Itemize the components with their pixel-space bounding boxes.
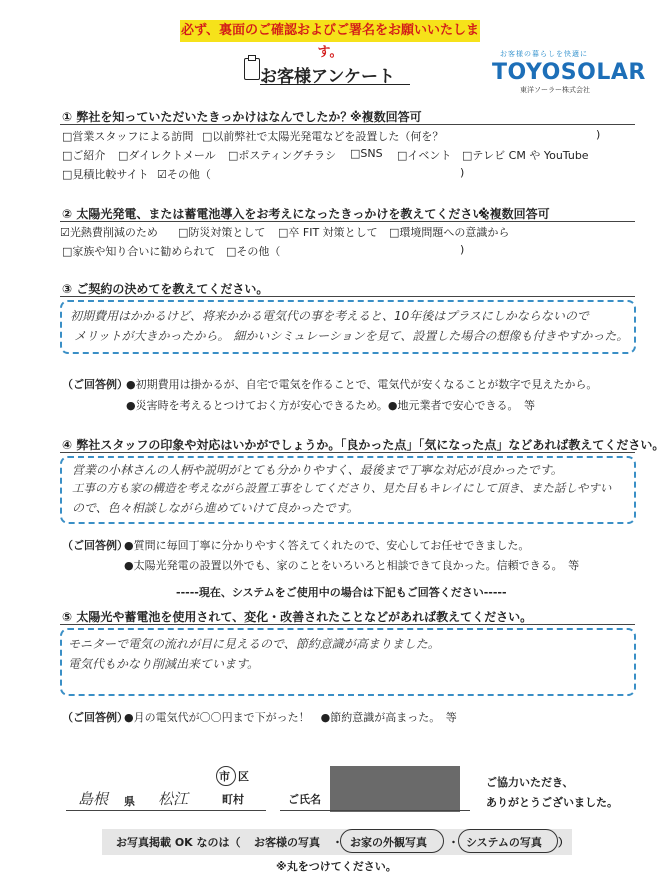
q4-answer-line: 工事の方も家の構造を考えながら設置工事をしてくださり、見た目もキレイにして頂き、また話しやすい [72,481,612,495]
q1-option-flyer[interactable]: □ポスティングチラシ [228,149,337,162]
town-label: 町村 [222,793,244,806]
q1-note: ※複数回答可 [350,110,422,124]
page-title: お客様アンケート [260,67,395,87]
city-value: 松江 [158,790,189,808]
q1-option-event[interactable]: □イベント [397,149,452,162]
q1-option-sns[interactable]: □SNS [350,147,383,160]
q5-answer-line: 電気代もかなり削減出来ています。 [68,657,260,671]
q2-question: ② 太陽光発電、または蓄電池導入をお考えになったきっかけを教えてください。 [62,207,497,221]
ku-label: 区 [238,770,249,783]
photo-option-customer[interactable]: お客様の写真 [254,836,320,849]
name-underline [280,810,470,811]
divider-line [60,624,635,625]
q1-option-tv[interactable]: □テレビ CM や YouTube [462,149,589,162]
prefecture-value: 島根 [78,790,109,808]
q2-row2-close: ) [460,243,465,256]
q1-option-referral[interactable]: □ご紹介 [62,149,106,162]
q4-answer-line: ので、色々相談しながら進めていけて良かったです。 [72,501,359,515]
photo-sep: ・ [332,836,343,849]
q3-answer-line: メリットが大きかったから。 細かいシミュレーションを見て、設置した場合の想像も付きやすかった。 [74,329,629,343]
logo-tagline: お客様の暮らしを快適に [500,50,588,58]
thanks-line: ご協力いただき、 [486,776,574,789]
q4-example: ●太陽光発電の設置以外でも、家のことをいろいろと相談できて良かった。信頼できる。 等 [124,559,580,572]
q3-answer-line: 初期費用はかかるけど、将来かかる電気代の事を考えると、10年後はプラスにしかならないので [70,309,589,323]
q1-row1-close: ) [596,128,601,141]
q5-example: ●月の電気代が〇〇円まで下がった！ ●節約意識が高まった。 等 [124,711,457,724]
address-underline [66,810,266,811]
q1-question: ① 弊社を知っていただいたきっかけはなんでしたか？ [62,110,353,124]
q5-question: ⑤ 太陽光や蓄電池を使用されて、変化・改善されたことなどがあれば教えてください。 [62,610,533,624]
q5-answer-line: モニターで電気の流れが目に見えるので、節約意識が高まりました。 [68,637,440,651]
title-underline [260,84,410,85]
q1-option-other[interactable]: ☑その他（ [157,168,211,181]
photo-sep: ・ [448,836,459,849]
q1-option-dm[interactable]: □ダイレクトメール [118,149,216,162]
redacted-name [330,766,460,812]
name-label: ご氏名 [288,793,321,806]
clipboard-icon [244,58,260,80]
q3-example: ●災害時を考えるとつけておく方が安心できるため。●地元業者で安心できる。 等 [126,399,536,412]
q4-answer-line: 営業の小林さんの人柄や説明がとても分かりやすく、最後まで丁寧な対応が良かったです。 [72,463,563,477]
q2-option-environment[interactable]: □環境問題への意識から [389,226,510,239]
q5-example-label: （ご回答例） [62,711,128,724]
prefecture-label: 県 [124,795,135,808]
divider-line [60,296,635,297]
notice-banner: 必ず、裏面のご確認およびご署名をお願いいたします。 [180,20,480,42]
divider-line [60,452,635,453]
thanks-line: ありがとうございました。 [486,796,618,809]
photo-consent-suffix: ） [558,836,569,849]
photo-option-system[interactable]: システムの写真 [466,836,542,849]
divider-line [60,221,635,222]
q1-option-compare[interactable]: □見積比較サイト [62,168,149,181]
q2-option-disaster[interactable]: □防災対策として [178,226,266,239]
q4-example: ●質問に毎回丁寧に分かりやすく答えてくれたので、安心してお任せできました。 [124,539,530,552]
q3-example-label: （ご回答例） [62,378,128,391]
q2-option-fit[interactable]: □卒 FIT 対策として [278,226,378,239]
photo-consent-prefix: お写真掲載 OK なのは（ [116,836,241,849]
photo-consent-note: ※丸をつけてください。 [276,860,397,873]
q2-option-family[interactable]: □家族や知り合いに勧められて [62,245,216,258]
q2-option-cost[interactable]: ☑光熱費削減のため [60,226,158,239]
divider-line [60,124,635,125]
q2-option-other[interactable]: □その他（ [226,245,281,258]
q3-example: ●初期費用は掛かるが、自宅で電気を作ることで、電気代が安くなることが数字で見えたから。 [126,378,598,391]
q1-row3-close: ) [460,166,465,179]
q4-example-label: （ご回答例） [62,539,128,552]
section-divider: -----現在、システムをご使用中の場合は下記もご回答ください----- [176,586,507,599]
photo-option-exterior[interactable]: お家の外観写真 [350,836,427,849]
company-logo: TOYOSOLAR [492,60,646,85]
q1-option-previous[interactable]: □以前弊社で太陽光発電などを設置した（何を？ [202,130,444,143]
q3-question: ③ ご契約の決めてを教えてください。 [62,282,269,296]
q2-note: ※複数回答可 [478,207,550,221]
company-name: 東洋ソーラー株式会社 [520,86,590,94]
q1-option-visit[interactable]: □営業スタッフによる訪問 [62,130,194,143]
q4-question: ④ 弊社スタッフの印象や対応はいかがでしょうか。「良かった点」「気になった点」などあれば教えてください。 [62,438,665,452]
shi-label: 市 [219,770,230,783]
